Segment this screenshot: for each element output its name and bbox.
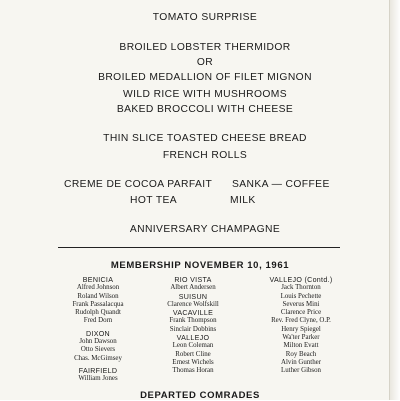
member-name: Louis Pechette	[280, 292, 322, 300]
member-name: Clarence Wolfskill	[167, 300, 219, 308]
city-heading: SUISUN	[178, 292, 208, 301]
menu-course: BROILED LOBSTER THERMIDOR	[119, 42, 291, 53]
member-name: Roland Wilson	[77, 292, 119, 300]
membership-title: MEMBERSHIP NOVEMBER 10, 1961	[110, 260, 290, 271]
menu-course: WILD RICE WITH MUSHROOMS	[122, 89, 288, 100]
member-name: William Jones	[78, 375, 118, 383]
member-name: Leon Coleman	[172, 342, 214, 350]
member-name: Severus Mini	[282, 300, 320, 308]
member-name: Alvin Gunther	[281, 358, 321, 366]
member-name: Alfred Johnson	[76, 284, 120, 292]
menu-course: THIN SLICE TOASTED CHEESE BREAD	[103, 133, 307, 144]
member-name: Ernest Wichels	[172, 358, 214, 366]
menu-course: BROILED MEDALLION OF FILET MIGNON	[98, 72, 312, 83]
dessert-item: HOT TEA	[130, 195, 178, 206]
member-name: John Dawson	[79, 338, 117, 346]
member-name: Albert Andersen	[170, 284, 216, 292]
membership-column	[58, 276, 138, 384]
city-heading: BENICIA	[82, 276, 114, 284]
menu-course: TOMATO SURPRISE	[152, 12, 258, 23]
member-name: Frank Passalacqua	[72, 300, 124, 308]
menu-course: FRENCH ROLLS	[162, 150, 248, 161]
member-name: Sinclair Dobbins	[169, 325, 217, 333]
city-heading: VACAVILLE	[172, 309, 214, 318]
city-heading: RIO VISTA	[174, 276, 212, 284]
member-name: Frank Thompson	[169, 317, 217, 325]
departed-title: DEPARTED COMRADES	[140, 390, 260, 401]
member-name: Jack Thornton	[281, 284, 321, 292]
member-name: Milton Evatt	[283, 342, 319, 350]
dessert-item: MILK	[230, 195, 256, 206]
city-heading: VALLEJO (Contd.)	[269, 276, 333, 284]
member-name: Thomas Horan	[172, 367, 214, 375]
city-heading: VALLEJO	[176, 334, 210, 343]
membership-column	[255, 276, 347, 376]
section-divider	[58, 247, 340, 248]
member-name: Otto Sievers	[80, 346, 116, 354]
page-fold	[389, 0, 400, 400]
city-heading: DIXON	[86, 329, 110, 338]
member-name: Luther Gibson	[281, 367, 321, 375]
menu-course: BAKED BROCCOLI WITH CHEESE	[116, 104, 294, 115]
dessert-item: CREME DE COCOA PARFAIT	[64, 179, 213, 190]
menu-closing: ANNIVERSARY CHAMPAGNE	[129, 224, 281, 235]
dessert-item: SANKA — COFFEE	[232, 179, 330, 190]
member-name: Clarence Price	[280, 309, 322, 317]
member-name: Roy Beach	[285, 350, 317, 358]
member-name: Rev. Fred Clyne, O.P.	[271, 317, 331, 325]
member-name: Chas. McGimsey	[74, 354, 122, 362]
member-name: Wa'ter Parker	[282, 334, 320, 342]
member-name: Robert Cline	[175, 350, 211, 358]
member-name: Fred Dorn	[83, 317, 113, 325]
menu-course: OR	[196, 57, 214, 68]
city-heading: FAIRFIELD	[78, 366, 118, 375]
member-name: Rudolph Quandt	[75, 309, 121, 317]
member-name: Henry Spiegel	[281, 325, 321, 333]
membership-column	[153, 276, 233, 376]
